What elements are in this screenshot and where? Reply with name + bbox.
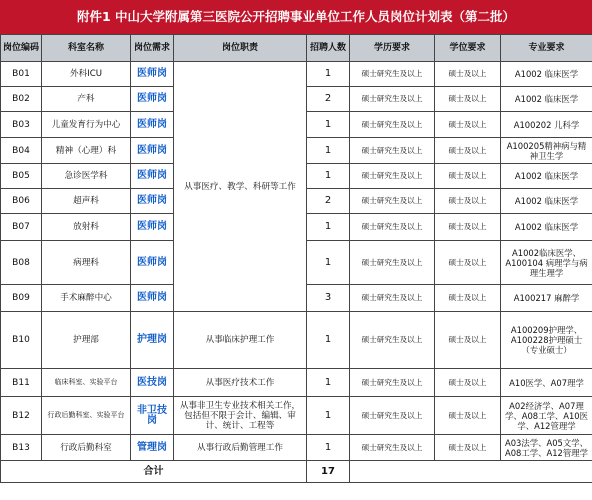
cell-position: 管理岗	[131, 435, 174, 461]
cell-duty: 从事临床护理工作	[174, 312, 307, 369]
cell-degree: 硕士及以上	[435, 87, 501, 112]
cell-code: B01	[1, 62, 42, 87]
cell-code: B09	[1, 285, 42, 312]
cell-education: 硕士研究生及以上	[350, 62, 435, 87]
cell-position: 医师岗	[131, 62, 174, 87]
cell-position: 护理岗	[131, 312, 174, 369]
header-education: 学历要求	[350, 35, 435, 62]
cell-count: 1	[307, 369, 350, 397]
cell-degree: 硕士及以上	[435, 214, 501, 241]
table-row	[1, 369, 592, 397]
cell-major: A100202 儿科学	[501, 112, 592, 138]
cell-degree: 硕士及以上	[435, 62, 501, 87]
cell-code: B03	[1, 112, 42, 138]
header-major: 专业要求	[501, 35, 592, 62]
cell-dept: 护理部	[42, 312, 131, 369]
cell-degree: 硕士及以上	[435, 397, 501, 435]
cell-degree: 硕士及以上	[435, 369, 501, 397]
header-position: 岗位需求	[131, 35, 174, 62]
total-row	[1, 461, 592, 483]
cell-position: 医师岗	[131, 138, 174, 164]
cell-education: 硕士研究生及以上	[350, 214, 435, 241]
cell-duty: 从事非卫生专业技术相关工作，包括但不限于会计、编辑、审计、统计、工程等	[174, 397, 307, 435]
cell-duty: 从事行政后勤管理工作	[174, 435, 307, 461]
cell-degree: 硕士及以上	[435, 241, 501, 285]
cell-position: 医技岗	[131, 369, 174, 397]
cell-dept: 行政后勤科室、实验平台	[42, 397, 131, 435]
table-row	[1, 312, 592, 369]
cell-count: 1	[307, 112, 350, 138]
cell-education: 硕士研究生及以上	[350, 112, 435, 138]
position-plan-table	[0, 34, 592, 483]
cell-degree: 硕士及以上	[435, 435, 501, 461]
cell-major: A100205精神病与精神卫生学	[501, 138, 592, 164]
cell-count: 1	[307, 397, 350, 435]
cell-count: 1	[307, 214, 350, 241]
cell-position: 医师岗	[131, 214, 174, 241]
cell-count: 1	[307, 312, 350, 369]
cell-count: 1	[307, 435, 350, 461]
cell-position: 医师岗	[131, 87, 174, 112]
cell-major: A1002临床医学、A100104 病理学与病理生理学	[501, 241, 592, 285]
cell-code: B07	[1, 214, 42, 241]
cell-count: 1	[307, 138, 350, 164]
cell-degree: 硕士及以上	[435, 112, 501, 138]
cell-dept: 急诊医学科	[42, 164, 131, 189]
cell-education: 硕士研究生及以上	[350, 397, 435, 435]
header-count: 招聘人数	[307, 35, 350, 62]
table-row	[1, 397, 592, 435]
cell-major: A1002 临床医学	[501, 214, 592, 241]
table-row	[1, 62, 592, 87]
cell-major: A1002 临床医学	[501, 164, 592, 189]
cell-code: B12	[1, 397, 42, 435]
cell-count: 1	[307, 62, 350, 87]
cell-dept: 超声科	[42, 189, 131, 214]
cell-major: A1002 临床医学	[501, 87, 592, 112]
cell-education: 硕士研究生及以上	[350, 164, 435, 189]
cell-code: B10	[1, 312, 42, 369]
total-label: 合计	[1, 461, 307, 483]
total-blank	[350, 461, 592, 483]
cell-position: 医师岗	[131, 112, 174, 138]
cell-major: A1002 临床医学	[501, 62, 592, 87]
cell-dept: 外科ICU	[42, 62, 131, 87]
total-count: 17	[307, 461, 350, 483]
cell-position: 非卫技岗	[131, 397, 174, 435]
cell-education: 硕士研究生及以上	[350, 369, 435, 397]
cell-education: 硕士研究生及以上	[350, 189, 435, 214]
cell-count: 1	[307, 241, 350, 285]
cell-count: 1	[307, 164, 350, 189]
cell-major: A1002 临床医学	[501, 189, 592, 214]
cell-education: 硕士研究生及以上	[350, 312, 435, 369]
cell-dept: 产科	[42, 87, 131, 112]
cell-major: A03法学、A05文学、A08工学、A12管理学	[501, 435, 592, 461]
cell-count: 2	[307, 189, 350, 214]
cell-degree: 硕士及以上	[435, 285, 501, 312]
cell-position: 医师岗	[131, 189, 174, 214]
cell-code: B11	[1, 369, 42, 397]
cell-education: 硕士研究生及以上	[350, 241, 435, 285]
cell-degree: 硕士及以上	[435, 164, 501, 189]
cell-major: A02经济学、A07理学、A08工学、A10医学、A12管理学	[501, 397, 592, 435]
table-header-row	[1, 35, 592, 62]
cell-position: 医师岗	[131, 241, 174, 285]
cell-degree: 硕士及以上	[435, 138, 501, 164]
page-title: 附件1 中山大学附属第三医院公开招聘事业单位工作人员岗位计划表（第二批）	[0, 0, 592, 34]
cell-major: A10医学、A07理学	[501, 369, 592, 397]
cell-code: B04	[1, 138, 42, 164]
cell-education: 硕士研究生及以上	[350, 285, 435, 312]
cell-education: 硕士研究生及以上	[350, 138, 435, 164]
cell-duty: 从事医疗技术工作	[174, 369, 307, 397]
cell-dept: 精神（心理）科	[42, 138, 131, 164]
cell-dept: 病理科	[42, 241, 131, 285]
cell-major: A100209护理学、A100228护理硕士（专业硕士）	[501, 312, 592, 369]
cell-code: B05	[1, 164, 42, 189]
cell-position: 医师岗	[131, 285, 174, 312]
cell-degree: 硕士及以上	[435, 189, 501, 214]
cell-code: B08	[1, 241, 42, 285]
cell-dept: 行政后勤科室	[42, 435, 131, 461]
header-code: 岗位编码	[1, 35, 42, 62]
cell-degree: 硕士及以上	[435, 312, 501, 369]
cell-dept: 手术麻醉中心	[42, 285, 131, 312]
cell-count: 3	[307, 285, 350, 312]
cell-code: B13	[1, 435, 42, 461]
cell-position: 医师岗	[131, 164, 174, 189]
table-row	[1, 435, 592, 461]
cell-code: B02	[1, 87, 42, 112]
cell-count: 2	[307, 87, 350, 112]
cell-dept: 放射科	[42, 214, 131, 241]
cell-dept: 临床科室、实验平台	[42, 369, 131, 397]
header-duty: 岗位职责	[174, 35, 307, 62]
cell-major: A100217 麻醉学	[501, 285, 592, 312]
header-degree: 学位要求	[435, 35, 501, 62]
cell-education: 硕士研究生及以上	[350, 87, 435, 112]
cell-education: 硕士研究生及以上	[350, 435, 435, 461]
cell-duty-merged: 从事医疗、教学、科研等工作	[174, 62, 307, 312]
cell-dept: 儿童发育行为中心	[42, 112, 131, 138]
cell-code: B06	[1, 189, 42, 214]
header-dept: 科室名称	[42, 35, 131, 62]
